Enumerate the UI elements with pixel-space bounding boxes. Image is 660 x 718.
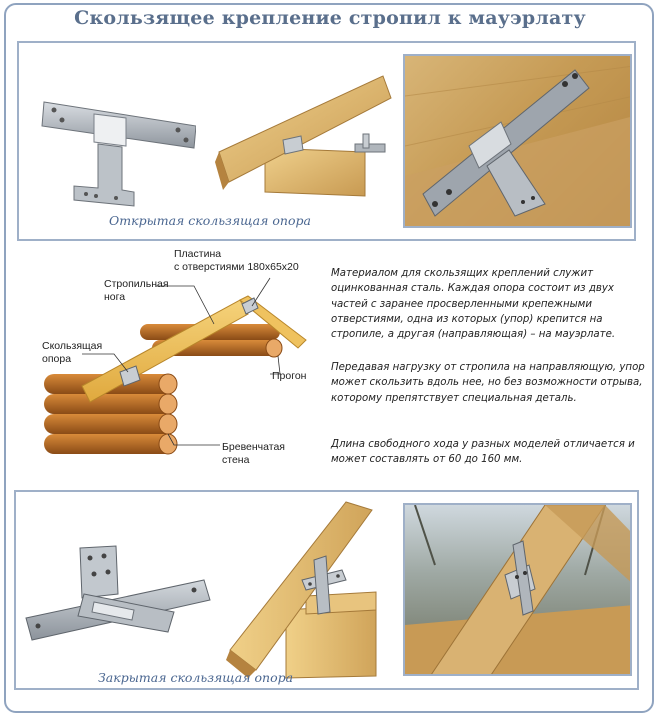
support-label-line1: Скользящая (42, 340, 103, 352)
text-paragraph-1: Материалом для скользящих креплений служит оцинкованная сталь. Каждая опора состоит из двух частей с заранее просверленными крепежными отверстиями, одна из которых (упор) крепится на стропиле, а другая (направляющая) – на мауэрлате. (331, 268, 616, 341)
text-paragraph-2: Передавая нагрузку от стропила на направляющую, упор может скользить вдоль нее, но без возможности отрыва, которому препятствует специальная деталь. (331, 362, 645, 404)
open-support-caption: Открытая скользящая опора (109, 213, 311, 228)
closed-support-photo (403, 503, 632, 676)
wall-label (222, 441, 285, 467)
plate-label (174, 248, 299, 274)
rafter-label-line2: нога (104, 291, 126, 303)
open-support-photo (403, 54, 632, 228)
plate-label-line1: Пластина (174, 248, 222, 260)
rafter-label-line1: Стропильная (104, 278, 169, 290)
support-label-line2: опора (42, 353, 72, 365)
text-paragraph-3: Длина свободного хода у разных моделей отличается и может составлять от 60 до 160 мм. (331, 439, 635, 466)
closed-support-assembly-image (226, 500, 386, 680)
wall-label-line2: стена (222, 454, 250, 466)
purlin-label: Прогон (272, 370, 307, 382)
wall-label-line1: Бревенчатая (222, 441, 285, 453)
plate-label-line2: с отверстиями 180х65х20 (174, 261, 299, 273)
open-bracket-image (36, 92, 196, 212)
open-support-assembly-image (215, 66, 405, 206)
page-title: Скользящее крепление стропил к мауэрлату (74, 7, 586, 29)
closed-bracket-image (24, 540, 214, 650)
rafter-label (104, 278, 169, 304)
support-label (42, 340, 102, 366)
closed-support-caption: Закрытая скользящая опора (98, 670, 294, 685)
